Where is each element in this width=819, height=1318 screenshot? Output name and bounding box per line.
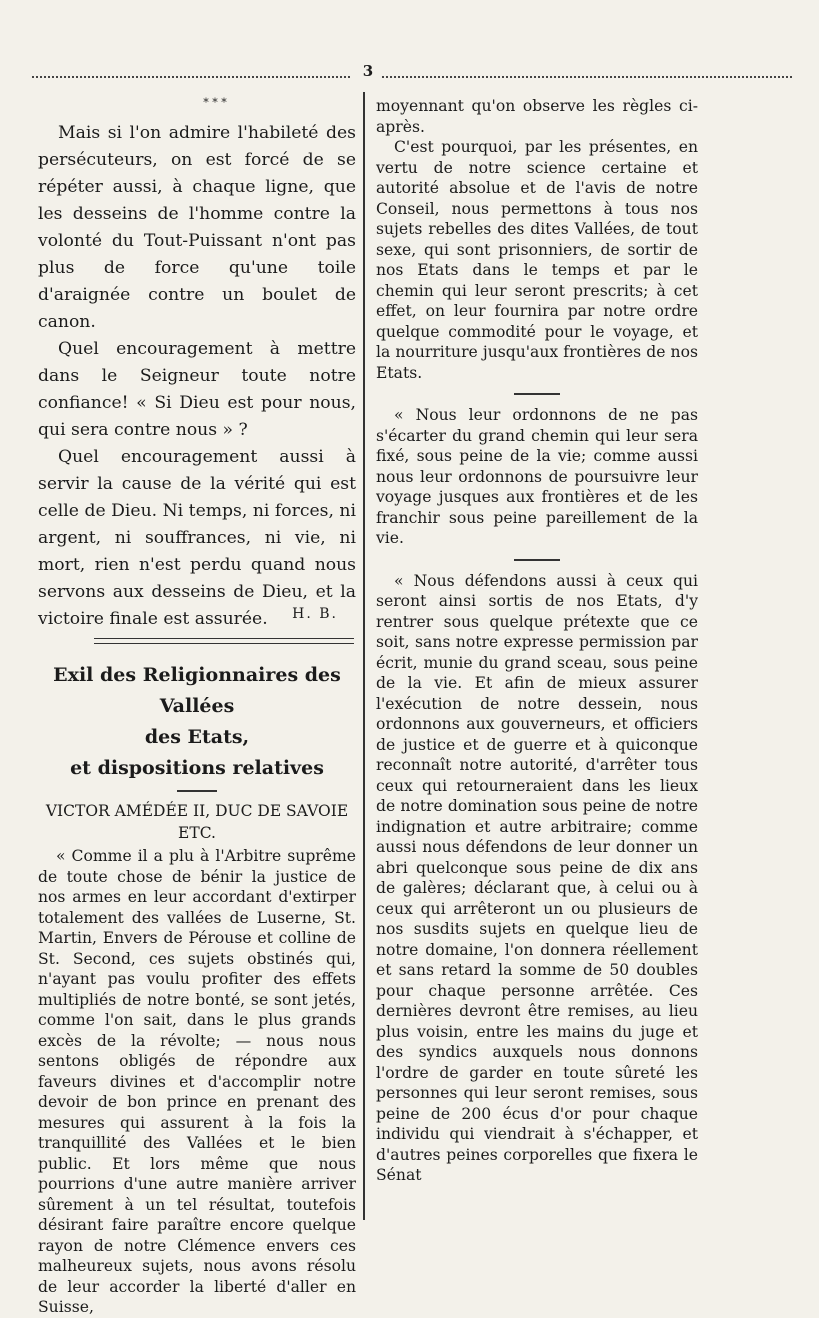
paragraph: Quel encouragement à mettre dans le Seigneur toute notre confiance! « Si Dieu est pour nous, qui sera contre nous » ?	[38, 339, 356, 440]
header-rule-left	[32, 76, 350, 78]
paragraph: Mais si l'on admire l'habileté des persécuteurs, on est forcé de se répéter aussi, à chaque ligne, que les desseins de l'homme contre la volonté du Tout-Puissant n'ont pas plus de force qu'une toile d'araignée contre un boulet de canon.	[38, 123, 356, 332]
paragraph-separator	[514, 393, 560, 395]
title-line: des Etats,	[144, 726, 250, 748]
title-line: et dispositions relatives	[70, 757, 324, 779]
paragraph: « Nous défendons aussi à ceux qui seront ainsi sortis de nos Etats, d'y rentrer sous quelque prétexte que ce soit, sans notre expresse permission par écrit, munie du grand sceau, sous peine de la vie. Et afin de mieux assurer l'exécution de notre dessein, nous ordonnons aux gouverneurs, et officiers de justice et de guerre et à quiconque reconnaît notre autorité, d'arrêter tous ceux qui retourneraient dans les lieux de notre domination sous peine de notre indignation et autre arbitraire; comme aussi nous défendons de leur donner un abri quelconque sous peine de dix ans de galères; déclarant que, à celui ou à ceux qui arrêteront un ou plusieurs de nos susdits sujets en quelque lieu de notre domaine, l'on donnera réellement et sans retard la somme de 50 doubles pour chaque personne arrêtée. Ces dernières devront être remises, au lieu plus voisin, entre les mains du juge et des syndics auxquels nous donnons l'ordre de garder en toute sûreté les personnes qui leur seront remises, sous peine de 200 écus d'or pour chaque individu qui viendrait à s'échapper, et d'autres peines corporelles que fixera le Sénat	[376, 571, 698, 1184]
decree-section	[376, 571, 698, 1186]
left-column	[38, 98, 356, 1318]
paragraph: C'est pourquoi, par les présentes, en vertu de notre science certaine et autorité absolue et de l'avis de notre Conseil, nous permettons à tous nos sujets rebelles des dites Vallées, de tout sexe, qui sont prisonniers, de sortir de nos Etats dans le temps et par le chemin qui leur seront prescrits; à cet effet, on leur fournira par notre ordre quelque commodité pour le voyage, et la nourriture jusqu'aux frontières de nos Etats.	[376, 138, 698, 382]
decree-continued	[376, 96, 698, 383]
title-line: Exil des Religionnaires des Vallées	[53, 664, 341, 717]
paragraph-separator	[514, 559, 560, 561]
article-title	[38, 660, 356, 784]
column-divider	[363, 92, 365, 1220]
closing-article	[38, 120, 356, 633]
paragraph: « Nous leur ordonnons de ne pas s'écarter du grand chemin qui leur sera fixé, sous peine de la vie; comme aussi nous leur ordonnons de poursuivre leur voyage jusques aux frontières et de les franchir sous peine pareillement de la vie.	[376, 406, 698, 547]
right-column	[376, 96, 698, 1186]
decree-text	[38, 846, 356, 1318]
section-stars: * * *	[203, 96, 227, 109]
author-signature: H. B.	[292, 606, 338, 622]
decree-author: VICTOR AMÉDÉE II, DUC DE SAVOIE ETC.	[45, 802, 349, 842]
title-rule	[177, 790, 217, 792]
paragraph: « Comme il a plu à l'Arbitre suprême de toute chose de bénir la justice de nos armes en leur accordant d'extirper totalement des vallées de Luserne, St. Martin, Envers de Pérouse et colline de St. Second, ces sujets obstinés qui, n'ayant pas voulu profiter des effets multipliés de notre bonté, se sont jetés, comme l'on sait, dans le plus grands excès de la révolte; — nous nous sentons obligés de répondre aux faveurs divines et d'accomplir notre devoir de bon prince en prenant des mesures qui assurent à la fois la tranquillité des Vallées et le bien public. Et lors même que nous pourrions d'une autre manière arriver sûrement à un tel résultat, toutefois désirant faire paraître encore quelque rayon de notre Clémence envers ces malheureux sujets, nous avons résolu de leur accorder la liberté d'aller en Suisse,	[38, 847, 356, 1316]
page-number: 3	[362, 62, 374, 80]
paragraph: moyennant qu'on observe les règles ci-après.	[376, 97, 698, 136]
header-rule-right	[382, 76, 792, 78]
article-separator	[94, 638, 354, 644]
paragraph: Quel encouragement aussi à servir la cause de la vérité qui est celle de Dieu. Ni temps, ni forces, ni argent, ni souffrances, ni vie, ni mort, rien n'est perdu quand nous servons aux desseins de Dieu, et la victoire finale est assurée.	[38, 447, 356, 629]
decree-section	[376, 405, 698, 549]
